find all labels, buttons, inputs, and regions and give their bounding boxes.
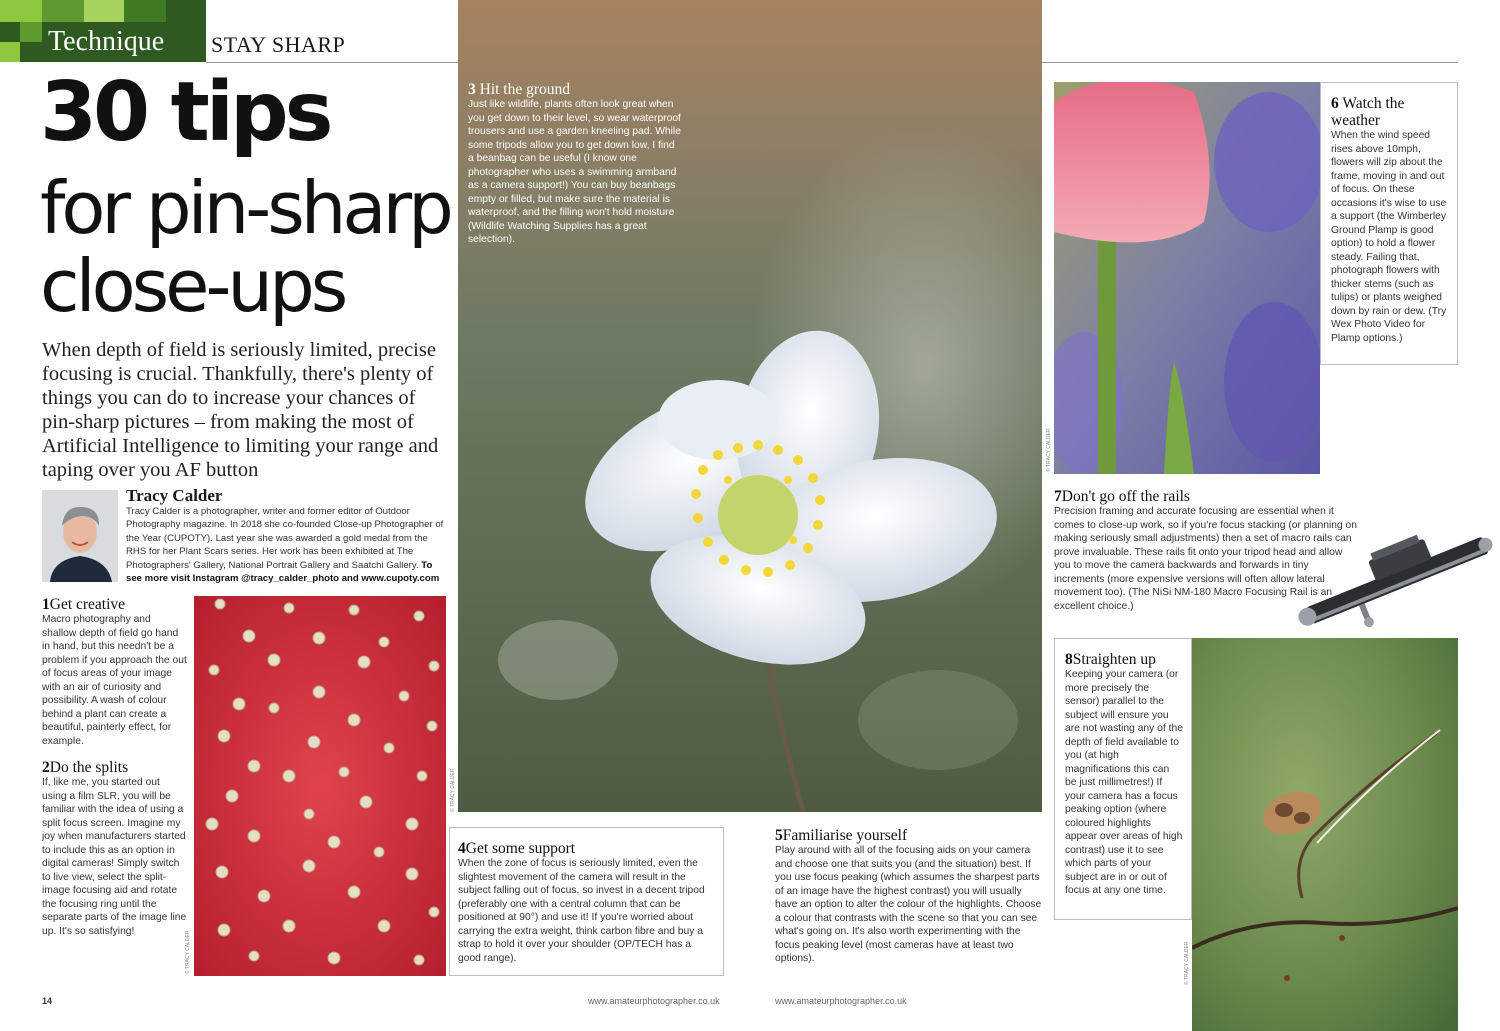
tip-number: 2 — [42, 759, 50, 776]
tip-body: Precision framing and accurate focusing are essential when it comes to close-up work, so if you're focus stacking (or planning on making seriously small adjustments) then a set of macro rails can prove invaluable. These rails fit onto your tripod head and allow you to move the camera backwards and forwards in tiny increments (more expensive versions will often allow lateral movement too). (The NiSi NM-180 Macro Focusing Rail is an excellent choice.) — [1054, 506, 1358, 612]
author-bio-cta: To see more visit Instagram @tracy_calder_photo and www.cupoty.com — [126, 559, 440, 585]
photo-credit: © TRACY CALDER — [450, 768, 456, 812]
tulip-photo — [1054, 82, 1320, 474]
tip-heading — [1065, 651, 1183, 668]
tip-title: Familiarise yourself — [782, 827, 908, 844]
page-number: 14 — [42, 996, 53, 1006]
author-name: Tracy Calder — [126, 486, 223, 505]
tip-heading — [42, 759, 187, 776]
author-bio — [126, 505, 446, 585]
headline-line2: for pin-sharp — [40, 166, 450, 250]
header-decor-square — [0, 22, 20, 42]
header-decor-square — [124, 0, 166, 22]
leaf-photo — [1192, 638, 1458, 1031]
tip-title: Do the splits — [49, 759, 129, 776]
tip-1 — [42, 596, 187, 748]
headline-line3: close-ups — [40, 244, 345, 328]
header-decor-square — [20, 22, 42, 42]
photo-credit: © TRACY CALDER — [1184, 941, 1190, 985]
header-decor-square — [0, 42, 20, 62]
header-rule-right — [1042, 62, 1458, 63]
tip-title: Get some support — [465, 840, 576, 857]
tip-4 — [449, 827, 724, 976]
header-decor-square — [0, 0, 42, 22]
tip-number: 4 — [458, 840, 466, 857]
tip-number: 1 — [42, 596, 50, 613]
standfirst: When depth of field is seriously limited, precise focusing is crucial. Thankfully, there's plenty of things you can do to increase your chances of pin-sharp pictures – from making the most of Artificial Intelligence to limiting your range and taping over you AF button — [42, 339, 439, 481]
author-photo — [42, 490, 118, 582]
header-decor-square — [42, 0, 84, 22]
subsection-label: STAY SHARP — [211, 32, 346, 57]
tip-2 — [42, 759, 187, 938]
tip-heading — [1054, 488, 1360, 505]
tip-body: Macro photography and shallow depth of field go hand in hand, but this needn't be a problem if you approach the out of focus areas of your image with an air of curiosity and possibility. A wash of colour behind a plant can create a beautiful, painterly effect, for example. — [42, 614, 187, 747]
tip-title: Hit the ground — [479, 81, 571, 98]
tip-title: Don't go off the rails — [1061, 488, 1190, 505]
cactus-photo — [194, 596, 446, 976]
tip-number: 3 — [468, 81, 476, 98]
tip-heading — [458, 840, 715, 857]
tip-heading — [468, 81, 683, 98]
tip-body: Play around with all of the focusing aids on your camera and choose one that suits you (and the situation) best. If you use focus peaking (which assumes the sharpest parts of an image have the highest contrast) you will usually have an option to alter the colour of the highlights. Choose a colour that contrasts with the scene so that you can see what's going on. It's also worth experimenting with the focus peaking level (most cameras have at least two options). — [775, 845, 1042, 964]
tip-6 — [1320, 82, 1458, 365]
tip-5 — [775, 827, 1045, 966]
tip-title: Get creative — [49, 596, 126, 613]
header-decor-square — [84, 0, 124, 22]
footer-url-left[interactable]: www.amateurphotographer.co.uk — [588, 996, 720, 1006]
tip-8 — [1054, 638, 1192, 920]
tip-body: When the zone of focus is seriously limited, even the slightest movement of the camera will result in the subject falling out of focus, so invest in a decent tripod (preferably one with a central column that can be positioned at 90°) and use it! If you're worried about carrying the extra weight, think carbon fibre and buy a strap to hold it over your shoulder (OP/TECH has a good range). — [458, 858, 705, 964]
macro-rail-photo — [1290, 515, 1495, 633]
photo-credit: © TRACY CALDER — [1046, 428, 1052, 472]
tip-body: Keeping your camera (or more precisely the sensor) parallel to the subject will ensure you are not wasting any of the depth of field available to you (at high magnifications this can be just millimetres!) If your camera has a focus peaking option (where coloured highlights appear over areas of high contrast) use it to see which parts of your subject are in or out of focus at any one time. — [1065, 669, 1183, 896]
footer-url-right[interactable]: www.amateurphotographer.co.uk — [775, 996, 907, 1006]
tip-3 — [468, 81, 683, 247]
tip-number: 8 — [1065, 651, 1073, 668]
tip-title: Straighten up — [1072, 651, 1156, 668]
header-rule — [206, 62, 458, 63]
tip-number: 7 — [1054, 488, 1062, 505]
headline-main: 30 tips — [40, 65, 330, 160]
tip-number: 6 — [1331, 95, 1339, 112]
tip-body: If, like me, you started out using a film SLR, you will be familiar with the idea of using a split focus screen. Imagine my joy when manufacturers started to include this as an option in digital cameras! Simply switch to live view, select the split-image focusing aid and rotate the focusing ring until the separate parts of the image line up. It's so satisfying! — [42, 777, 187, 937]
author-bio-text: Tracy Calder is a photographer, writer and former editor of Outdoor Photography magazine. In 2018 she co-founded Close-up Photographer of the Year (CUPOTY). Last year she was awarded a gold medal from the RHS for her Plant Scars series. Her work has been exhibited at The Photographers' Gallery, National Portrait Gallery and Saatchi Gallery. — [126, 506, 444, 571]
tip-heading — [1331, 95, 1449, 129]
tip-heading — [775, 827, 1045, 844]
tip-body: When the wind speed rises above 10mph, flowers will zip about the frame, moving in and out of focus. On these occasions it's wise to use a support (the Wimberley Ground Plamp is good option) to hold a flower steady. Failing that, photograph flowers with thicker stems (such as tulips) or plants weighed down by rain or dew. (Try Wex Photo Video for Plamp options.) — [1331, 130, 1447, 344]
tip-heading — [42, 596, 187, 613]
section-label: Technique — [42, 22, 206, 62]
photo-credit: © TRACY CALDER — [185, 930, 191, 974]
tip-number: 5 — [775, 827, 783, 844]
tip-body: Just like wildlife, plants often look great when you get down to their level, so wear waterproof trousers and use a garden kneeling pad. While some tripods allow you to get down low, I find a beanbag can be useful (I know one photographer who uses a swimming armband as a camera support!) You can buy beanbags empty or filled, but make sure the material is waterproof, and the filling won't hold moisture (Wildlife Watching Supplies has a great selection). — [468, 99, 681, 245]
header-decor-square — [20, 42, 42, 62]
tip-title: Watch the weather — [1331, 95, 1405, 129]
header-decor-square — [166, 0, 206, 22]
